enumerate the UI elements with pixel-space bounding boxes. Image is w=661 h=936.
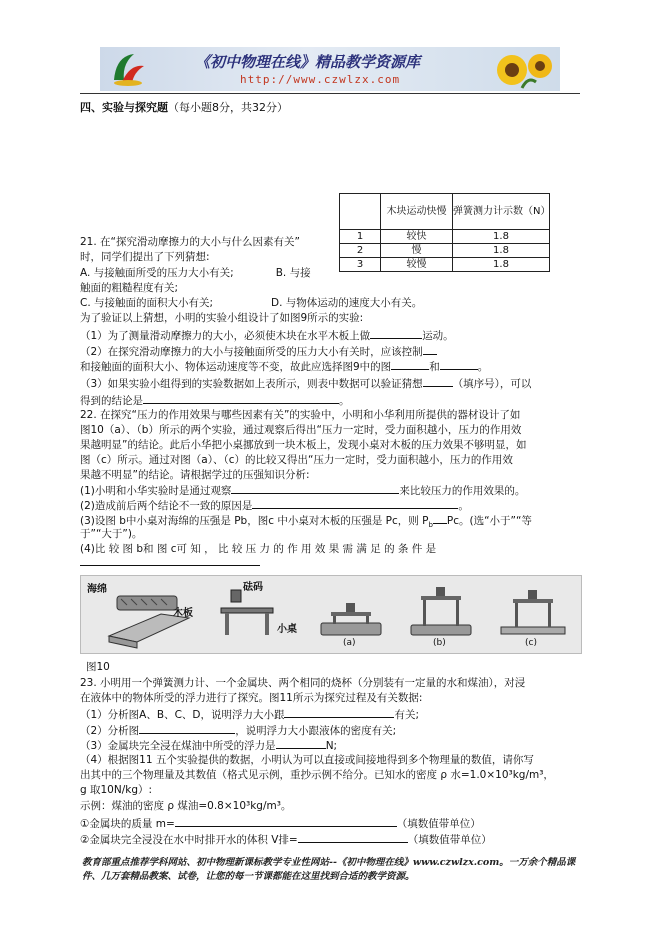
answer-blank[interactable] [391, 358, 429, 370]
q21-line [80, 296, 422, 310]
q21-line: 和接触面的面积大小、物体运动速度等不变，故此应选择图9中的图 和 。 [80, 358, 488, 374]
q21-line: 触面的粗糙程度有关; [80, 282, 179, 294]
figure-label-table: 小桌 [277, 624, 297, 635]
logo-icon [108, 50, 148, 88]
q21-option-d: D. 与物体运动的速度大小有关。 [271, 297, 423, 309]
answer-blank[interactable] [139, 722, 235, 734]
answer-blank[interactable] [284, 706, 394, 718]
figure-label-b: (b) [433, 638, 446, 648]
header-rule [80, 93, 580, 94]
q23-line: g 取10N/kg）: [80, 784, 153, 796]
q21-line: 为了验证以上猜想，小明的实验小组设计了如图9所示的实验: [80, 312, 364, 324]
answer-blank[interactable] [252, 497, 458, 509]
header-banner [100, 47, 560, 91]
footer-line: 件、几万套精品教案、试卷，让您的每一节课都能在这里找到合适的教学资源。 [82, 871, 415, 882]
q23-line: （4）根据图11 五个实验提供的数据，小明认为可以直接或间接地得到多个物理量的数值，请你写 [80, 754, 534, 766]
figure-label-sponge: 海绵 [87, 584, 107, 595]
q21-line: 时，同学们提出了下列猜想: [80, 251, 210, 263]
q22-line: 图10（a）、（b）所示的两个实验，通过观察后得出“压力一定时，受力面积越小，压力的作用效 [80, 424, 522, 436]
q22-line: (2)造成前后两个结论不一致的原因是 。 [80, 497, 469, 513]
figure-10 [80, 575, 582, 654]
q22-line: (1)小明和小华实验时是通过观察 来比较压力的作用效果的。 [80, 482, 525, 498]
q23-line: （2）分析图 ，说明浮力大小跟液体的密度有关; [80, 722, 396, 738]
data-table [339, 193, 550, 272]
table-header-cell [340, 194, 381, 230]
section-heading [80, 101, 288, 115]
answer-blank[interactable] [276, 737, 326, 749]
answer-blank[interactable] [143, 392, 339, 404]
footer-line: 教育部重点推荐学科网站、初中物理新课标教学专业性网站--《初中物理在线》www.czwlzx.com。一万余个精品课 [82, 857, 576, 868]
answer-blank[interactable] [231, 482, 399, 494]
table-cell: 1.8 [453, 244, 550, 258]
answer-blank[interactable] [423, 375, 453, 387]
banner-title: 《初中物理在线》精品教学资源库 [195, 53, 421, 71]
figure-label-weight: 砝码 [243, 582, 263, 593]
table-header-cell: 弹簧测力计示数（N） [453, 194, 550, 230]
q21-option-c: C. 与接触面的面积大小有关; [80, 297, 214, 309]
figure-label-c: (c) [525, 638, 537, 648]
section-title: 四、实验与探究题 [80, 101, 168, 114]
q21-line: 得到的结论是 。 [80, 392, 350, 408]
table-header-cell: 木块运动快慢 [381, 194, 453, 230]
q22-line: (3)设图 b中小桌对海绵的压强是 Pb，图c 中小桌对木板的压强是 Pc，则 $P_b$ Pc。(选“小于”“等 [80, 512, 532, 532]
q21-line [80, 266, 311, 280]
q23-line: （1）分析图A、B、C、D，说明浮力大小跟 有关; [80, 706, 419, 722]
q23-line: 在液体中的物体所受的浮力进行了探究。图11所示为探究过程及有关数据: [80, 692, 423, 704]
answer-blank[interactable] [370, 327, 422, 339]
table-cell: 1 [340, 230, 381, 244]
q22-line: (4)比 较 图 b和 图 c可 知 ， 比 较 压 力 的 作 用 效 果 需 满 足 的 条 件 是 [80, 543, 437, 555]
answer-blank[interactable] [440, 358, 478, 370]
q21-line: （2）在探究滑动摩擦力的大小与接触面所受的压力大小有关时，应该控制 [80, 343, 437, 359]
banner-url: http://www.czwlzx.com [240, 73, 401, 86]
table-cell: 1.8 [453, 230, 550, 244]
answer-blank[interactable] [423, 343, 437, 355]
table-cell: 3 [340, 258, 381, 272]
q22-line: 22. 在探究“压力的作用效果与哪些因素有关”的实验中，小明和小华利用所提供的器材设计了如 [80, 409, 521, 421]
sunflower-image [492, 48, 556, 90]
q22-line: 果越不明显”的结论。请根据学过的压强知识分析: [80, 469, 310, 481]
q23-line: ①金属块的质量 m= （填数值带单位） [80, 815, 481, 831]
figure-label-a: (a) [343, 638, 356, 648]
section-note: （每小题8分，共32分） [168, 101, 288, 114]
q23-line: （3）金属块完全浸在煤油中所受的浮力是 N; [80, 737, 337, 753]
q21-option-b: B. 与接 [275, 267, 311, 279]
q21-line: （1）为了测量滑动摩擦力的大小，必须使木块在水平木板上做 运动。 [80, 327, 454, 343]
answer-blank[interactable] [298, 831, 408, 843]
table-cell: 较慢 [381, 258, 453, 272]
q21-line: 21. 在“探究滑动摩擦力的大小与什么因素有关” [80, 236, 300, 248]
q21-option-a: A. 与接触面所受的压力大小有关; [80, 267, 234, 279]
q23-line: 23. 小明用一个弹簧测力计、一个金属块、两个相同的烧杯（分别装有一定量的水和煤油），对浸 [80, 677, 526, 689]
q23-line: 出其中的三个物理量及其数值（格式见示例，重抄示例不给分。已知水的密度 ρ 水=1.0×10³kg/m³， [80, 769, 554, 781]
table-cell: 较快 [381, 230, 453, 244]
table-cell: 慢 [381, 244, 453, 258]
q21-line: （3）如果实验小组得到的实验数据如上表所示，则表中数据可以验证猜想 （填序号），可以 [80, 375, 531, 391]
figure-label-board: 木板 [173, 608, 193, 619]
q22-line: 于”“大于”)。 [80, 528, 143, 540]
q22-line: 图（c）所示。通过对图（a）、（c）的比较又得出“压力一定时，受力面积越小，压力的作用效 [80, 454, 513, 466]
q23-line: ②金属块完全浸没在水中时排开水的体积 V排= （填数值带单位） [80, 831, 492, 847]
q22-line: 果越明显”的结论。此后小华把小桌挪放到一块木板上，发现小桌对木板的压力效果不够明显，如 [80, 439, 527, 451]
figure-caption: 图10 [86, 661, 110, 673]
answer-blank[interactable] [433, 512, 447, 524]
figure-10-drawing [81, 576, 581, 653]
answer-blank[interactable] [80, 565, 260, 566]
table-cell: 2 [340, 244, 381, 258]
q23-line: 示例：煤油的密度 ρ 煤油=0.8×10³kg/m³。 [80, 800, 292, 812]
answer-blank[interactable] [175, 815, 397, 827]
table-cell: 1.8 [453, 258, 550, 272]
